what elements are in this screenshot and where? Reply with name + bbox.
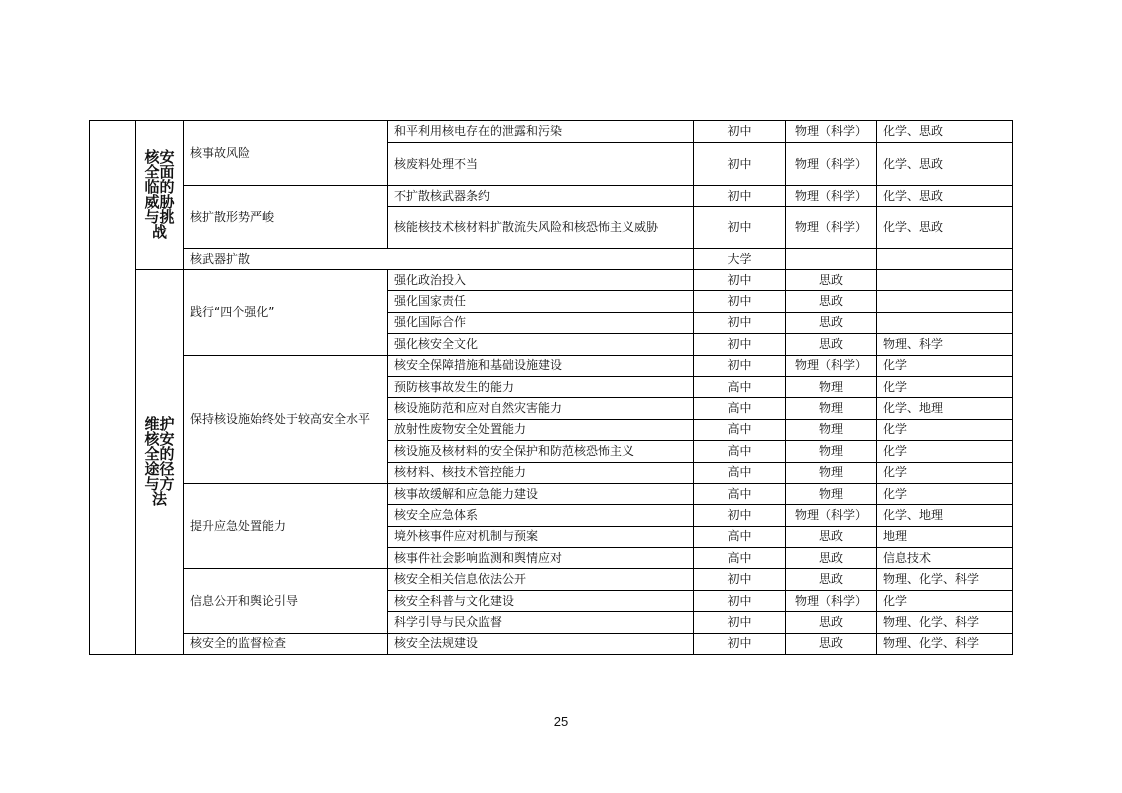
related-subject-cell: 化学	[877, 419, 1013, 440]
level-cell: 大学	[694, 249, 786, 270]
related-subject-cell: 化学	[877, 590, 1013, 611]
level-cell: 初中	[694, 633, 786, 654]
content-item: 强化核安全文化	[388, 334, 694, 355]
level-cell: 初中	[694, 505, 786, 526]
main-subject-cell: 物理（科学）	[786, 207, 877, 249]
blank-left-column	[90, 121, 136, 655]
main-subject-cell	[786, 249, 877, 270]
main-subject-cell: 物理	[786, 398, 877, 419]
level-cell: 初中	[694, 186, 786, 207]
level-cell: 高中	[694, 483, 786, 504]
content-item: 核能核技术核材料扩散流失风险和核恐怖主义威胁	[388, 207, 694, 249]
content-item: 核安全科普与文化建设	[388, 590, 694, 611]
main-subject-cell: 思政	[786, 526, 877, 547]
content-item: 核安全保障措施和基础设施建设	[388, 355, 694, 376]
related-subject-cell: 地理	[877, 526, 1013, 547]
related-subject-cell	[877, 291, 1013, 312]
level-cell: 初中	[694, 590, 786, 611]
related-subject-cell: 化学	[877, 355, 1013, 376]
level-cell: 高中	[694, 462, 786, 483]
related-subject-cell: 化学、思政	[877, 143, 1013, 186]
content-item: 境外核事件应对机制与预案	[388, 526, 694, 547]
level-cell: 初中	[694, 312, 786, 333]
main-subject-cell: 物理（科学）	[786, 143, 877, 186]
main-subject-cell: 思政	[786, 569, 877, 590]
main-subject-cell: 思政	[786, 334, 877, 355]
subtopic-cell: 提升应急处置能力	[184, 483, 388, 569]
related-subject-cell: 化学	[877, 376, 1013, 397]
content-item: 科学引导与民众监督	[388, 612, 694, 633]
subtopic-cell: 践行“四个强化”	[184, 270, 388, 356]
level-cell: 初中	[694, 143, 786, 186]
curriculum-table	[89, 120, 1013, 655]
related-subject-cell: 化学、思政	[877, 121, 1013, 143]
related-subject-cell: 化学	[877, 462, 1013, 483]
subtopic-cell: 核扩散形势严峻	[184, 186, 388, 249]
level-cell: 初中	[694, 612, 786, 633]
subtopic-cell: 信息公开和舆论引导	[184, 569, 388, 633]
content-item: 核设施及核材料的安全保护和防范核恐怖主义	[388, 441, 694, 462]
content-item: 核废料处理不当	[388, 143, 694, 186]
subtopic-cell: 核事故风险	[184, 121, 388, 186]
level-cell: 初中	[694, 334, 786, 355]
level-cell: 高中	[694, 398, 786, 419]
level-cell: 初中	[694, 291, 786, 312]
main-subject-cell: 物理	[786, 441, 877, 462]
level-cell: 高中	[694, 441, 786, 462]
main-subject-cell: 物理（科学）	[786, 121, 877, 143]
level-cell: 初中	[694, 270, 786, 291]
main-subject-cell: 思政	[786, 548, 877, 569]
content-item: 核安全相关信息依法公开	[388, 569, 694, 590]
level-cell: 高中	[694, 548, 786, 569]
related-subject-cell: 信息技术	[877, 548, 1013, 569]
related-subject-cell: 物理、化学、科学	[877, 633, 1013, 654]
level-cell: 高中	[694, 419, 786, 440]
level-cell: 初中	[694, 569, 786, 590]
main-subject-cell: 物理	[786, 376, 877, 397]
level-cell: 高中	[694, 376, 786, 397]
content-item: 放射性废物安全处置能力	[388, 419, 694, 440]
main-subject-cell: 物理（科学）	[786, 505, 877, 526]
main-subject-cell: 思政	[786, 291, 877, 312]
main-subject-cell: 思政	[786, 612, 877, 633]
section-title: 核安全面临的威胁与挑战	[136, 121, 184, 270]
related-subject-cell: 化学、思政	[877, 186, 1013, 207]
related-subject-cell: 物理、科学	[877, 334, 1013, 355]
main-subject-cell: 物理	[786, 419, 877, 440]
main-subject-cell: 物理（科学）	[786, 355, 877, 376]
content-item: 核材料、核技术管控能力	[388, 462, 694, 483]
level-cell: 初中	[694, 121, 786, 143]
related-subject-cell: 化学、思政	[877, 207, 1013, 249]
main-subject-cell: 思政	[786, 633, 877, 654]
main-subject-cell: 物理（科学）	[786, 186, 877, 207]
content-item: 核安全法规建设	[388, 633, 694, 654]
content-item: 核事故缓解和应急能力建设	[388, 483, 694, 504]
main-subject-cell: 思政	[786, 312, 877, 333]
content-item: 强化国家责任	[388, 291, 694, 312]
related-subject-cell: 化学	[877, 441, 1013, 462]
content-item: 强化国际合作	[388, 312, 694, 333]
subtopic-cell: 保持核设施始终处于较高安全水平	[184, 355, 388, 483]
related-subject-cell	[877, 249, 1013, 270]
related-subject-cell: 化学、地理	[877, 505, 1013, 526]
content-item: 和平利用核电存在的泄露和污染	[388, 121, 694, 143]
level-cell: 初中	[694, 355, 786, 376]
content-item: 核设施防范和应对自然灾害能力	[388, 398, 694, 419]
main-subject-cell: 物理	[786, 462, 877, 483]
subtopic-cell: 核武器扩散	[184, 249, 694, 270]
related-subject-cell	[877, 270, 1013, 291]
section-title: 维护核安全的途径与方法	[136, 270, 184, 655]
content-item: 核安全应急体系	[388, 505, 694, 526]
related-subject-cell: 化学	[877, 483, 1013, 504]
related-subject-cell: 物理、化学、科学	[877, 612, 1013, 633]
subtopic-cell: 核安全的监督检查	[184, 633, 388, 654]
content-item: 核事件社会影响监测和舆情应对	[388, 548, 694, 569]
page-number: 25	[553, 714, 569, 729]
content-item: 预防核事故发生的能力	[388, 376, 694, 397]
main-subject-cell: 思政	[786, 270, 877, 291]
main-subject-cell: 物理	[786, 483, 877, 504]
related-subject-cell: 化学、地理	[877, 398, 1013, 419]
content-item: 强化政治投入	[388, 270, 694, 291]
related-subject-cell	[877, 312, 1013, 333]
content-item: 不扩散核武器条约	[388, 186, 694, 207]
level-cell: 高中	[694, 526, 786, 547]
main-subject-cell: 物理（科学）	[786, 590, 877, 611]
related-subject-cell: 物理、化学、科学	[877, 569, 1013, 590]
level-cell: 初中	[694, 207, 786, 249]
